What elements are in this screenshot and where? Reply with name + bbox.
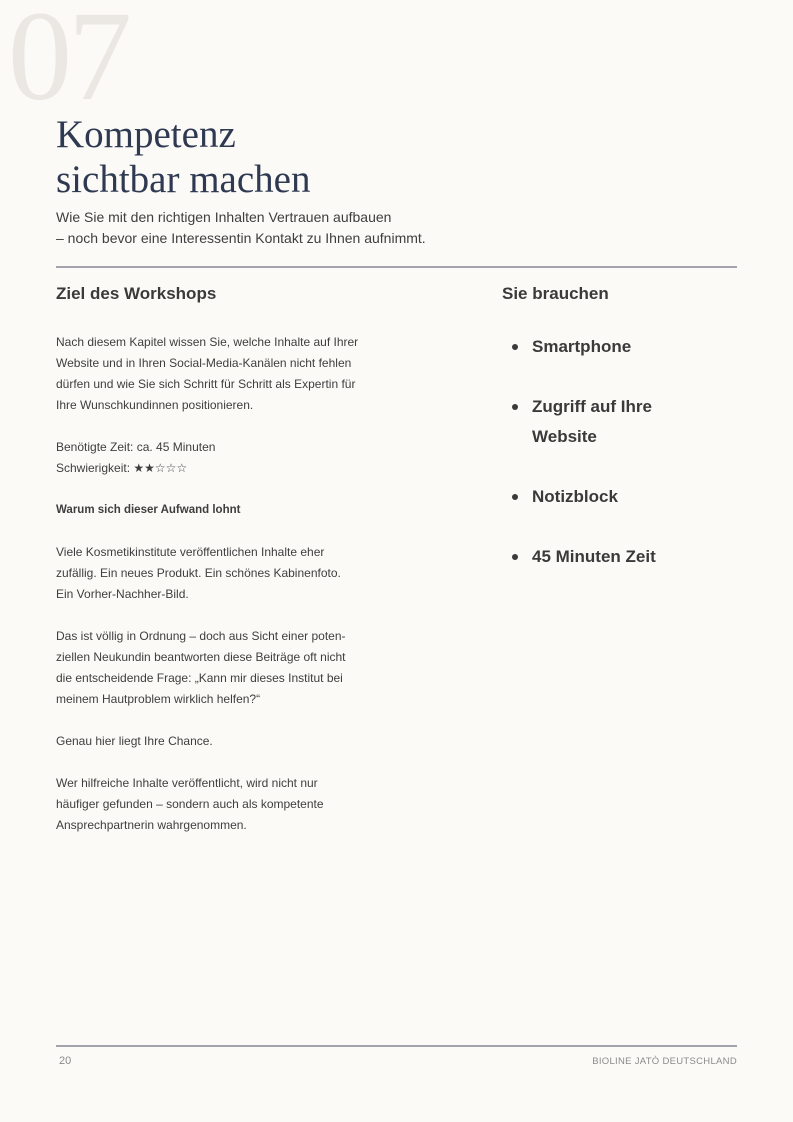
paragraph-line: die entscheidende Frage: „Kann mir dieses Institut bei bbox=[56, 671, 343, 685]
paragraph-line: Viele Kosmetikinstitute veröffentlichen Inhalte eher bbox=[56, 545, 325, 559]
workshop-goal-body bbox=[56, 332, 416, 857]
paragraph-line: Ein Vorher-Nachher-Bild. bbox=[56, 587, 189, 601]
subtitle-line-1: Wie Sie mit den richtigen Inhalten Vertrauen aufbauen bbox=[56, 209, 392, 225]
page-title bbox=[56, 112, 310, 202]
list-item-line: Notizblock bbox=[532, 487, 618, 506]
list-item-label bbox=[532, 332, 732, 362]
page-title-line-1: Kompetenz bbox=[56, 113, 236, 156]
paragraph-line: zufällig. Ein neues Produkt. Ein schönes Kabinenfoto. bbox=[56, 566, 341, 580]
paragraph-line: Ansprechpartnerin wahrgenommen. bbox=[56, 818, 247, 832]
intro-line: dürfen und wie Sie sich Schritt für Schritt als Expertin für bbox=[56, 377, 356, 391]
bullet-icon bbox=[512, 554, 518, 560]
paragraph-line: Das ist völlig in Ordnung – doch aus Sicht einer poten- bbox=[56, 629, 346, 643]
paragraph-2 bbox=[56, 626, 416, 710]
footer-brand: BIOLINE JATÒ DEUTSCHLAND bbox=[592, 1056, 737, 1067]
time-required: Benötigte Zeit: ca. 45 Minuten bbox=[56, 440, 216, 454]
meta-paragraph bbox=[56, 437, 416, 479]
bullet-icon bbox=[512, 494, 518, 500]
why-heading: Warum sich dieser Aufwand lohnt bbox=[56, 504, 241, 516]
bullet-icon bbox=[512, 404, 518, 410]
workshop-goal-heading: Ziel des Workshops bbox=[56, 284, 217, 303]
page-number: 20 bbox=[59, 1055, 72, 1067]
list-item-line: Smartphone bbox=[532, 337, 632, 356]
paragraph-4 bbox=[56, 773, 416, 836]
page-subtitle bbox=[56, 207, 426, 249]
list-item-label bbox=[532, 392, 732, 452]
intro-line: Nach diesem Kapitel wissen Sie, welche Inhalte auf Ihrer bbox=[56, 335, 359, 349]
intro-line: Ihre Wunschkundinnen positionieren. bbox=[56, 398, 254, 412]
subtitle-line-2: – noch bevor eine Interessentin Kontakt zu Ihnen aufnimmt. bbox=[56, 230, 426, 246]
paragraph-line: meinem Hautproblem wirklich helfen?“ bbox=[56, 692, 261, 706]
difficulty-rating: Schwierigkeit: ★★☆☆☆ bbox=[56, 461, 188, 475]
list-item bbox=[512, 542, 732, 572]
footer-divider bbox=[56, 1045, 737, 1047]
list-item-line: Website bbox=[532, 427, 597, 446]
list-item-line: Zugriff auf Ihre bbox=[532, 397, 652, 416]
requirements-list bbox=[512, 332, 732, 602]
list-item-line: 45 Minuten Zeit bbox=[532, 547, 656, 566]
paragraph-line: Genau hier liegt Ihre Chance. bbox=[56, 734, 213, 748]
page-title-line-2: sichtbar machen bbox=[56, 158, 311, 201]
top-divider bbox=[56, 266, 737, 268]
intro-paragraph bbox=[56, 332, 416, 416]
paragraph-1 bbox=[56, 542, 416, 605]
list-item bbox=[512, 392, 732, 452]
list-item bbox=[512, 332, 732, 362]
intro-line: Website und in Ihren Social-Media-Kanälen nicht fehlen bbox=[56, 356, 352, 370]
list-item-label bbox=[532, 482, 732, 512]
paragraph-line: ziellen Neukundin beantworten diese Beiträge oft nicht bbox=[56, 650, 346, 664]
list-item bbox=[512, 482, 732, 512]
requirements-heading: Sie brauchen bbox=[502, 284, 609, 303]
paragraph-line: häufiger gefunden – sondern auch als kompetente bbox=[56, 797, 324, 811]
bullet-icon bbox=[512, 344, 518, 350]
list-item-label bbox=[532, 542, 732, 572]
paragraph-line: Wer hilfreiche Inhalte veröffentlicht, wird nicht nur bbox=[56, 776, 318, 790]
why-heading-paragraph bbox=[56, 500, 416, 521]
paragraph-3 bbox=[56, 731, 416, 752]
chapter-number: 07 bbox=[8, 0, 128, 127]
